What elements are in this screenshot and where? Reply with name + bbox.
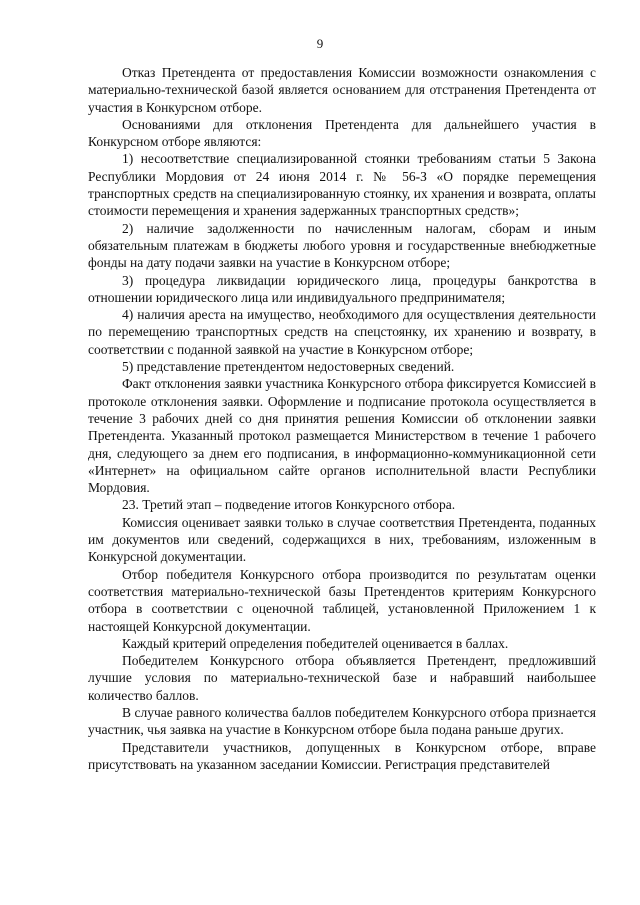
paragraph-ground-1: 1) несоответствие специализированной стоянки требованиям статьи 5 Закона Республики Мордовия от 24 июня 2014 г. № 56-З «О порядке перемещения транспортных средств на специализированную стоянку, их хранения и возврата, оплаты стоимости перемещения и хранения задержанных транспортных средств»; [88,151,596,219]
paragraph-ground-4: 4) наличия ареста на имущество, необходимого для осуществления деятельности по перемещению транспортных средств на спецстоянку, их хранению и возврату, в соответствии с поданной заявкой на участие в Конкурсном отборе; [88,307,596,357]
paragraph-representatives: Представители участников, допущенных в Конкурсном отборе, вправе присутствовать на указанном заседании Комиссии. Регистрация представителей [88,739,596,772]
paragraph-rejection-grounds: Основаниями для отклонения Претендента для дальнейшего участия в Конкурсном отборе являются: [88,116,596,150]
paragraph-evaluation: Комиссия оценивает заявки только в случае соответствия Претендента, поданных им документов или сведений, содержащихся в них, требованиям, изложенным в Конкурсной документации. [88,514,596,565]
paragraph-section-23: 23. Третий этап – подведение итогов Конкурсного отбора. [122,497,456,513]
paragraph-ground-5: 5) представление претендентом недостоверных сведений. [122,359,455,375]
paragraph-refusal: Отказ Претендента от предоставления Комиссии возможности ознакомления с материально-технической базой является основанием для отстранения Претендента от участия в Конкурсном отборе. [88,65,596,115]
page-number: 9 [316,36,324,51]
document-body [88,64,596,773]
paragraph-winner-declared: Победителем Конкурсного отбора объявляется Претендент, предложивший лучшие условия по материально-технической базе и набравший наибольшее количество баллов. [88,653,596,703]
paragraph-winner-selection: Отбор победителя Конкурсного отбора производится по результатам оценки соответствия материально-технической базы Претендентов критериям Конкурсного отбора в соответствии с оценочной таблицей, установленной Приложением 1 к настоящей Конкурсной документации. [88,566,596,634]
paragraph-scoring: Каждый критерий определения победителей оценивается в баллах. [122,635,509,651]
paragraph-ground-3: 3) процедура ликвидации юридического лица, процедуры банкротства в отношении юридического лица или индивидуального предпринимателя; [88,272,596,305]
paragraph-tie-break: В случае равного количества баллов победителем Конкурсного отбора признается участник, чья заявка на участие в Конкурсном отборе была подана раньше других. [88,704,596,738]
paragraph-rejection-protocol: Факт отклонения заявки участника Конкурсного отбора фиксируется Комиссией в протоколе отклонения заявки. Оформление и подписание протокола осуществляется в течение 3 рабочих дней со дня принятия решения Комиссии об отклонении заявки Претендента. Указанный протокол размещается Министерством в течение 1 рабочего дня, следующего за днем его подписания, в информационно-коммуникационной сети «Интернет» на официальном сайте органов исполнительной власти Республики Мордовия. [88,376,596,496]
paragraph-ground-2: 2) наличие задолженности по начисленным налогам, сборам и иным обязательным платежам в бюджеты любого уровня и государственные внебюджетные фонды на дату подачи заявки на участие в Конкурсном отборе; [88,220,596,271]
